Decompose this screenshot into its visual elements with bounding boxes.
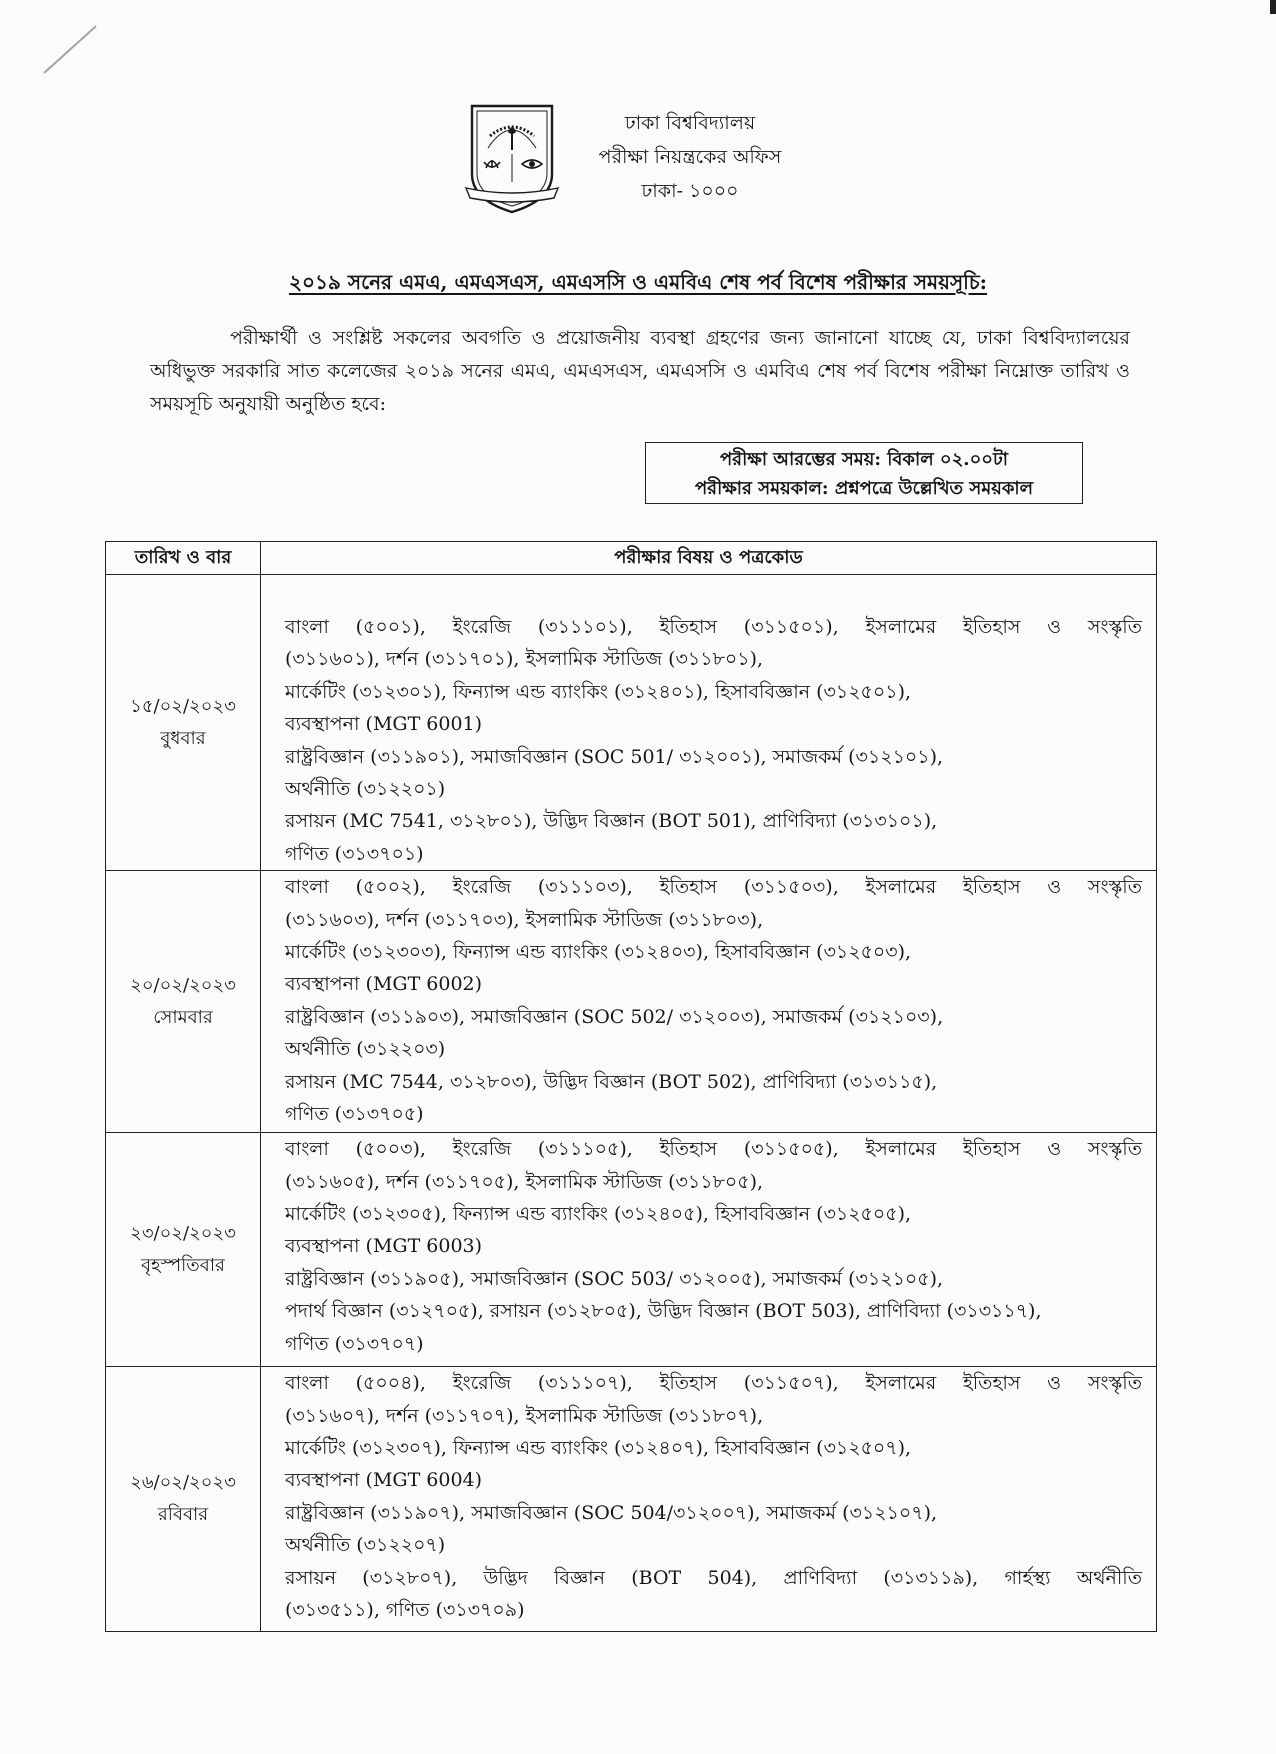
- subjects-cell: [261, 871, 1157, 1133]
- subject-line: ব্যবস্থাপনা (MGT 6003): [285, 1235, 483, 1258]
- subject-line: গণিত (৩১৩৭০৭): [285, 1332, 424, 1355]
- subject-line: মার্কেটিং (৩১২৩০১), ফিন্যান্স এন্ড ব্যাংকিং (৩১২৪০১), হিসাববিজ্ঞান (৩১২৫০১),: [285, 680, 912, 703]
- exam-date: ২৬/০২/২০২৩: [130, 1472, 236, 1494]
- notice-intro: [150, 322, 1130, 421]
- table-header-row: [106, 542, 1157, 575]
- exam-date: ২৩/০২/২০২৩: [130, 1222, 236, 1244]
- subject-line: (৩১১৬০১), দর্শন (৩১১৭০১), ইসলামিক স্টাডিজ (৩১১৮০১),: [285, 648, 764, 671]
- table-row: [106, 575, 1157, 871]
- exam-date: ২০/০২/২০২৩: [130, 974, 236, 996]
- subject-line: রাষ্ট্রবিজ্ঞান (৩১১৯০৫), সমাজবিজ্ঞান (SOC 503/ ৩১২০০৫), সমাজকর্ম (৩১২১০৫),: [285, 1267, 944, 1290]
- subjects-cell: [261, 1367, 1157, 1632]
- exam-schedule-table: [105, 541, 1157, 1632]
- subject-line: (৩১১৬০৩), দর্শন (৩১১৭০৩), ইসলামিক স্টাডিজ (৩১১৮০৩),: [285, 908, 764, 931]
- subject-line: মার্কেটিং (৩১২৩০৫), ফিন্যান্স এন্ড ব্যাংকিং (৩১২৪০৫), হিসাববিজ্ঞান (৩১২৫০৫),: [285, 1203, 912, 1226]
- subject-line: (৩১৩৫১১), গণিত (৩১৩৭০৯): [285, 1599, 525, 1622]
- exam-time-box: [645, 442, 1083, 504]
- subject-line: বাংলা (৫০০২), ইংরেজি (৩১১১০৩), ইতিহাস (৩১১৫০৩), ইসলামের ইতিহাস ও সংস্কৃতি: [285, 876, 1142, 899]
- subject-line: পদার্থ বিজ্ঞান (৩১২৭০৫), রসায়ন (৩১২৮০৫), উদ্ভিদ বিজ্ঞান (BOT 503), প্রাণিবিদ্যা (৩১৩১১৭),: [285, 1300, 1042, 1323]
- subject-line: বাংলা (৫০০৩), ইংরেজি (৩১১১০৫), ইতিহাস (৩১১৫০৫), ইসলামের ইতিহাস ও সংস্কৃতি: [285, 1138, 1142, 1161]
- subject-line: ব্যবস্থাপনা (MGT 6002): [285, 973, 483, 996]
- date-cell: [106, 871, 261, 1133]
- table-row: [106, 871, 1157, 1133]
- subject-line: ব্যবস্থাপনা (MGT 6004): [285, 1469, 483, 1492]
- subject-line: গণিত (৩১৩৭০৫): [285, 1103, 424, 1126]
- exam-day: সোমবার: [153, 1006, 213, 1028]
- subject-line: অর্থনীতি (৩১২২০১): [285, 778, 446, 801]
- table-row: [106, 1133, 1157, 1367]
- scan-mark: [43, 25, 96, 73]
- office-name: পরীক্ষা নিয়ন্ত্রকের অফিস: [598, 146, 782, 168]
- university-seal-icon: [462, 102, 562, 216]
- university-name: ঢাকা বিশ্ববিদ্যালয়: [624, 112, 756, 134]
- subject-line: রসায়ন (MC 7541, ৩১২৮০১), উদ্ভিদ বিজ্ঞান (BOT 501), প্রাণিবিদ্যা (৩১৩১০১),: [285, 810, 938, 833]
- date-cell: [106, 575, 261, 871]
- header-subject-code: পরীক্ষার বিষয় ও পত্রকোড: [261, 542, 1157, 575]
- exam-day: বৃহস্পতিবার: [141, 1254, 225, 1276]
- intro-paragraph: পরীক্ষার্থী ও সংশ্লিষ্ট সকলের অবগতি ও প্রয়োজনীয় ব্যবস্থা গ্রহণের জন্য জানানো যাচ্ছে যে, ঢাকা বিশ্ববিদ্যালয়ের অধিভুক্ত সরকারি সাত কলেজের ২০১৯ সনের এমএ, এমএসএস, এমএসসি ও এমবিএ শেষ পর্ব বিশেষ পরীক্ষা নিম্নোক্ত তারিখ ও সময়সূচি অনুযায়ী অনুষ্ঠিত হবে:: [150, 327, 1130, 415]
- subjects-cell: [261, 1133, 1157, 1367]
- header-date-day: তারিখ ও বার: [106, 542, 261, 575]
- office-address: ঢাকা- ১০০০: [641, 180, 739, 202]
- exam-day: রবিবার: [157, 1504, 209, 1526]
- exam-date: ১৫/০২/২০২৩: [130, 695, 236, 717]
- subject-line: রাষ্ট্রবিজ্ঞান (৩১১৯০৩), সমাজবিজ্ঞান (SOC 502/ ৩১২০০৩), সমাজকর্ম (৩১২১০৩),: [285, 1005, 944, 1028]
- subject-line: মার্কেটিং (৩১২৩০৩), ফিন্যান্স এন্ড ব্যাংকিং (৩১২৪০৩), হিসাববিজ্ঞান (৩১২৫০৩),: [285, 941, 912, 964]
- subject-line: রসায়ন (৩১২৮০৭), উদ্ভিদ বিজ্ঞান (BOT 504), প্রাণিবিদ্যা (৩১৩১১৯), গার্হস্থ্য অর্থনীতি: [285, 1566, 1142, 1589]
- subject-line: রাষ্ট্রবিজ্ঞান (৩১১৯০১), সমাজবিজ্ঞান (SOC 501/ ৩১২০০১), সমাজকর্ম (৩১২১০১),: [285, 745, 944, 768]
- scan-corner-mark: [1270, 0, 1276, 14]
- notice-title: ২০১৯ সনের এমএ, এমএসএস, এমএসসি ও এমবিএ শেষ পর্ব বিশেষ পরীক্ষার সময়সূচি:: [288, 270, 988, 294]
- table-row: [106, 1367, 1157, 1632]
- subject-line: মার্কেটিং (৩১২৩০৭), ফিন্যান্স এন্ড ব্যাংকিং (৩১২৪০৭), হিসাববিজ্ঞান (৩১২৫০৭),: [285, 1437, 912, 1460]
- subjects-cell: [261, 575, 1157, 871]
- date-cell: [106, 1367, 261, 1632]
- subject-line: গণিত (৩১৩৭০১): [285, 842, 424, 865]
- subject-line: ব্যবস্থাপনা (MGT 6001): [285, 713, 483, 736]
- subject-line: রসায়ন (MC 7544, ৩১২৮০৩), উদ্ভিদ বিজ্ঞান (BOT 502), প্রাণিবিদ্যা (৩১৩১১৫),: [285, 1070, 938, 1093]
- subject-line: বাংলা (৫০০১), ইংরেজি (৩১১১০১), ইতিহাস (৩১১৫০১), ইসলামের ইতিহাস ও সংস্কৃতি: [285, 616, 1142, 638]
- exam-day: বুধবার: [160, 727, 206, 749]
- date-cell: [106, 1133, 261, 1367]
- letterhead: [462, 102, 802, 220]
- subject-line: (৩১১৬০৭), দর্শন (৩১১৭০৭), ইসলামিক স্টাডিজ (৩১১৮০৭),: [285, 1404, 764, 1427]
- subject-line: বাংলা (৫০০৪), ইংরেজি (৩১১১০৭), ইতিহাস (৩১১৫০৭), ইসলামের ইতিহাস ও সংস্কৃতি: [285, 1372, 1142, 1395]
- exam-start-time: পরীক্ষা আরম্ভের সময়: বিকাল ০২.০০টা: [719, 449, 1009, 470]
- subject-line: (৩১১৬০৫), দর্শন (৩১১৭০৫), ইসলামিক স্টাডিজ (৩১১৮০৫),: [285, 1170, 764, 1193]
- subject-line: অর্থনীতি (৩১২২০৩): [285, 1038, 446, 1061]
- subject-line: রাষ্ট্রবিজ্ঞান (৩১১৯০৭), সমাজবিজ্ঞান (SOC 504/৩১২০০৭), সমাজকর্ম (৩১২১০৭),: [285, 1501, 938, 1524]
- exam-duration: পরীক্ষার সময়কাল: প্রশ্নপত্রে উল্লেখিত সময়কাল: [694, 478, 1034, 499]
- subject-line: অর্থনীতি (৩১২২০৭): [285, 1534, 446, 1557]
